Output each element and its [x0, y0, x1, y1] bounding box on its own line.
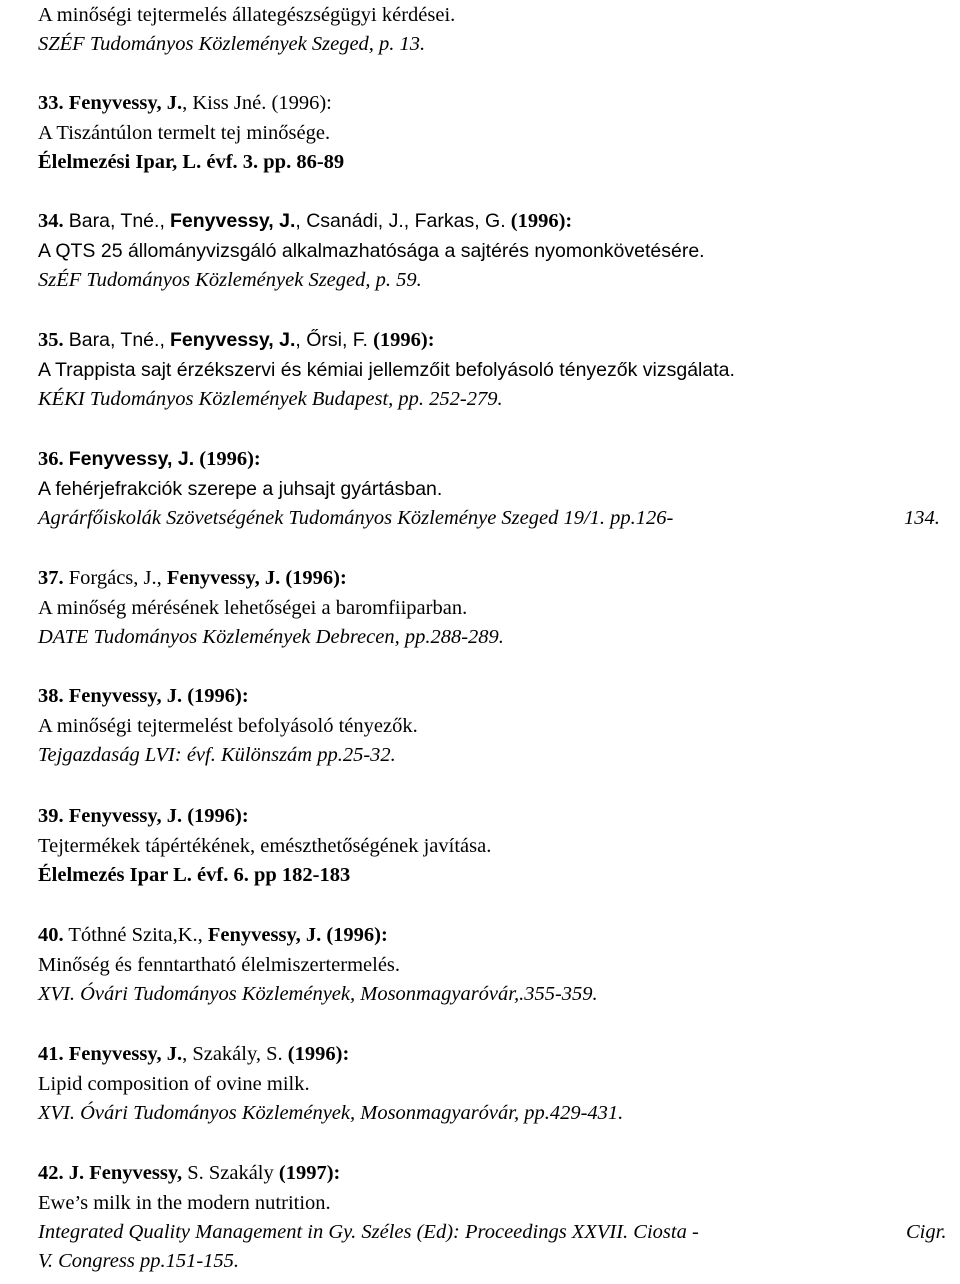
- reference-number: 35.: [38, 329, 64, 351]
- reference-37-title: A minőség mérésének lehetőségei a baromfiiparban.: [38, 597, 468, 619]
- author-bold: Fenyvessy, J.: [170, 210, 296, 232]
- reference-42-title: Ewe’s milk in the modern nutrition.: [38, 1192, 331, 1214]
- continued-source: SZÉF Tudományos Közlemények Szeged, p. 13.: [38, 33, 426, 55]
- author-rest: , Szakály, S.: [182, 1043, 283, 1065]
- author-bold: Fenyvessy, J.: [170, 329, 296, 351]
- reference-35-source: KÉKI Tudományos Közlemények Budapest, pp. 252-279.: [38, 388, 503, 410]
- reference-38-authors: [38, 683, 249, 709]
- author-bold: Fenyvessy, J.: [68, 685, 183, 707]
- author-bold: Fenyvessy, J.: [166, 567, 281, 589]
- author-bold: Fenyvessy, J.: [68, 1043, 183, 1065]
- reference-41-title: Lipid composition of ovine milk.: [38, 1073, 310, 1095]
- reference-37-authors: [38, 565, 347, 591]
- reference-33-title: A Tiszántúlon termelt tej minősége.: [38, 122, 331, 144]
- reference-number: 37.: [38, 567, 64, 589]
- author-bold: Fenyvessy, J.: [68, 448, 195, 470]
- year: (1996):: [326, 924, 388, 946]
- reference-42-source-end: Cigr.: [906, 1221, 947, 1243]
- reference-number: 36.: [38, 448, 64, 470]
- reference-34-source: SzÉF Tudományos Közlemények Szeged, p. 59.: [38, 269, 422, 291]
- author-bold: Fenyvessy, J.: [68, 805, 183, 827]
- reference-number: 38.: [38, 685, 64, 707]
- year: (1996):: [285, 567, 347, 589]
- reference-35-authors: [38, 327, 435, 353]
- reference-number: 39.: [38, 805, 64, 827]
- reference-36-source: Agrárfőiskolák Szövetségének Tudományos Közleménye Szeged 19/1. pp.126-: [38, 507, 674, 529]
- reference-34-authors: [38, 208, 572, 234]
- reference-number: 40.: [38, 924, 64, 946]
- reference-38-title: A minőségi tejtermelést befolyásoló tényezők.: [38, 715, 418, 737]
- author-rest: , Csanádi, J., Farkas, G.: [295, 210, 506, 232]
- reference-number: 42.: [38, 1162, 64, 1184]
- reference-39-title: Tejtermékek tápértékének, emészthetőségének javítása.: [38, 835, 492, 857]
- year: (1996):: [187, 685, 249, 707]
- reference-39-authors: [38, 803, 249, 829]
- author-rest: S. Szakály: [187, 1162, 274, 1184]
- author-bold: Fenyvessy, J.: [207, 924, 322, 946]
- year: (1996):: [510, 210, 573, 232]
- reference-39-source: Élelmezés Ipar L. évf. 6. pp 182-183: [38, 864, 351, 886]
- reference-40-source: XVI. Óvári Tudományos Közlemények, Mosonmagyaróvár,.355-359.: [38, 983, 598, 1005]
- reference-34-title: A QTS 25 állományvizsgáló alkalmazhatósága a sajtérés nyomonkövetésére.: [38, 240, 705, 262]
- reference-40-title: Minőség és fenntartható élelmiszertermelés.: [38, 954, 401, 976]
- reference-38-source: Tejgazdaság LVI: évf. Különszám pp.25-32.: [38, 744, 396, 766]
- reference-40-authors: [38, 922, 388, 948]
- year: (1996):: [187, 805, 249, 827]
- reference-number: 41.: [38, 1043, 64, 1065]
- reference-36-authors: [38, 446, 261, 472]
- continued-title: A minőségi tejtermelés állategészségügyi kérdései.: [38, 4, 456, 26]
- reference-42-source: Integrated Quality Management in Gy. Széles (Ed): Proceedings XXVII. Ciosta -: [38, 1221, 699, 1243]
- year: (1997):: [278, 1162, 341, 1184]
- year: (1996):: [199, 448, 261, 470]
- reference-41-authors: [38, 1041, 349, 1067]
- reference-number: 34.: [38, 210, 64, 232]
- reference-36-source-end: 134.: [904, 507, 940, 529]
- reference-41-source: XVI. Óvári Tudományos Közlemények, Mosonmagyaróvár, pp.429-431.: [38, 1102, 624, 1124]
- author-bold: J. Fenyvessy,: [68, 1162, 183, 1184]
- reference-37-source: DATE Tudományos Közlemények Debrecen, pp.288-289.: [38, 626, 504, 648]
- reference-33-source: Élelmezési Ipar, L. évf. 3. pp. 86-89: [38, 151, 345, 173]
- author-pre: Bara, Tné.,: [68, 329, 165, 351]
- author-pre: Tóthné Szita,K.,: [68, 924, 203, 946]
- year: (1996):: [373, 329, 435, 351]
- reference-42-source-line2: V. Congress pp.151-155.: [38, 1250, 240, 1272]
- year: (1996):: [287, 1043, 350, 1065]
- author-bold: Fenyvessy, J.: [68, 92, 183, 114]
- author-pre: Bara, Tné.,: [68, 210, 165, 232]
- reference-36-title: A fehérjefrakciók szerepe a juhsajt gyártásban.: [38, 478, 443, 500]
- reference-42-authors: [38, 1160, 340, 1186]
- author-rest: , Kiss Jné.: [182, 92, 267, 114]
- reference-33-authors: [38, 90, 332, 116]
- reference-35-title: A Trappista sajt érzékszervi és kémiai jellemzőit befolyásoló tényezők vizsgálata.: [38, 359, 735, 381]
- reference-number: 33.: [38, 92, 64, 114]
- year: (1996):: [271, 92, 332, 114]
- author-pre: Forgács, J.,: [68, 567, 162, 589]
- author-rest: , Őrsi, F.: [295, 329, 368, 351]
